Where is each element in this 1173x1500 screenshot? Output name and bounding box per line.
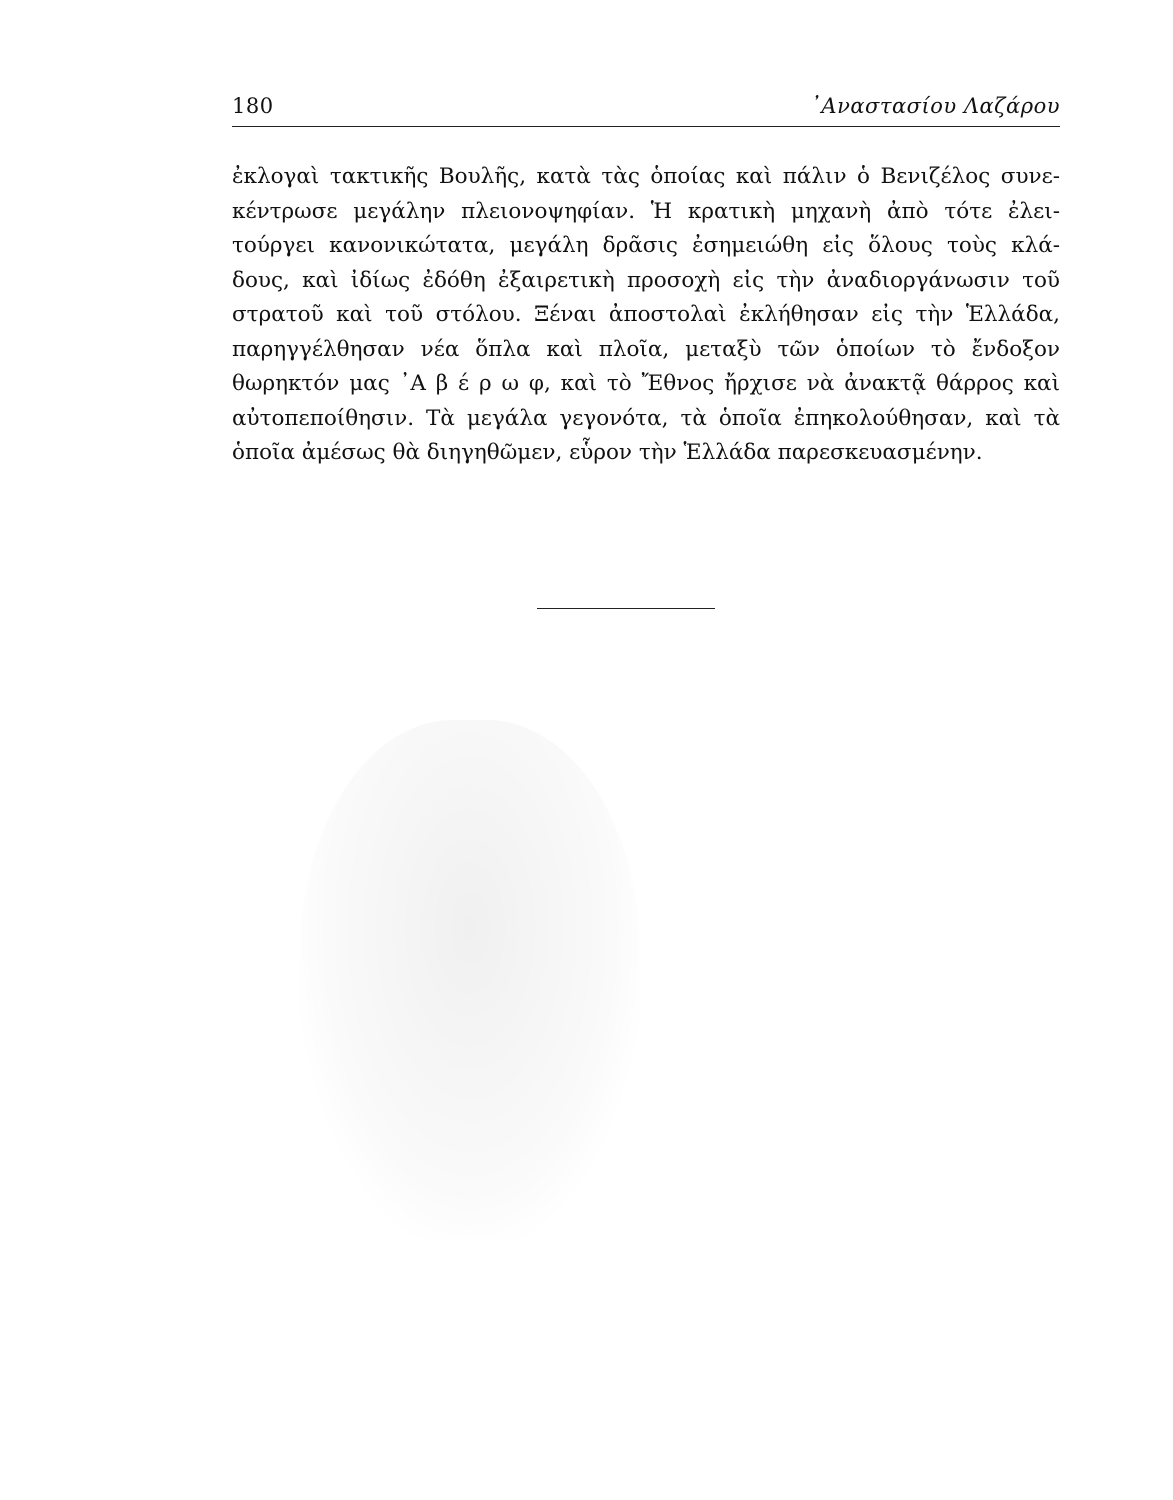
section-end-rule: [537, 608, 715, 609]
text-line: ὁποῖα ἀμέσως θὰ διηγηθῶμεν, εὗρον τὴν Ἑλλάδα παρεσκευασμένην.: [232, 440, 983, 465]
text-line: κέντρωσε μεγάλην πλειονοψηφίαν. Ἡ κρατικὴ μηχανὴ ἀπὸ τότε ἐλει-: [232, 198, 1060, 224]
page-number: 180: [232, 94, 274, 118]
text-line: αὐτοπεποίθησιν. Τὰ μεγάλα γεγονότα, τὰ ὁποῖα ἐπηκολούθησαν, καὶ τὰ: [232, 405, 1060, 431]
bleed-through-text: [200, 455, 1070, 1365]
body-paragraph: [232, 160, 1060, 471]
text-line: τούργει κανονικώτατα, μεγάλη δρᾶσις ἐσημειώθη εἰς ὅλους τοὺς κλά-: [232, 233, 1060, 258]
text-line: στρατοῦ καὶ τοῦ στόλου. Ξέναι ἀποστολαὶ ἐκλήθησαν εἰς τὴν Ἑλλάδα,: [232, 302, 1060, 327]
page-header: [232, 92, 1060, 124]
header-rule: [232, 126, 1060, 127]
text-line: δους, καὶ ἰδίως ἐδόθη ἐξαιρετικὴ προσοχὴ εἰς τὴν ἀναδιοργάνωσιν τοῦ: [232, 267, 1060, 293]
text-line: παρηγγέλθησαν νέα ὅπλα καὶ πλοῖα, μεταξὺ τῶν ὁποίων τὸ ἔνδοξον: [232, 336, 1060, 362]
text-line: θωρηκτόν μας ᾿Α β έ ρ ω φ, καὶ τὸ Ἔθνος ἤρχισε νὰ ἀνακτᾷ θάρρος καὶ: [232, 371, 1060, 396]
text-line: ἐκλογαὶ τακτικῆς Βουλῆς, κατὰ τὰς ὁποίας καὶ πάλιν ὁ Βενιζέλος συνε-: [232, 164, 1060, 189]
running-head: ᾿Αναστασίου Λαζάρου: [810, 94, 1060, 118]
